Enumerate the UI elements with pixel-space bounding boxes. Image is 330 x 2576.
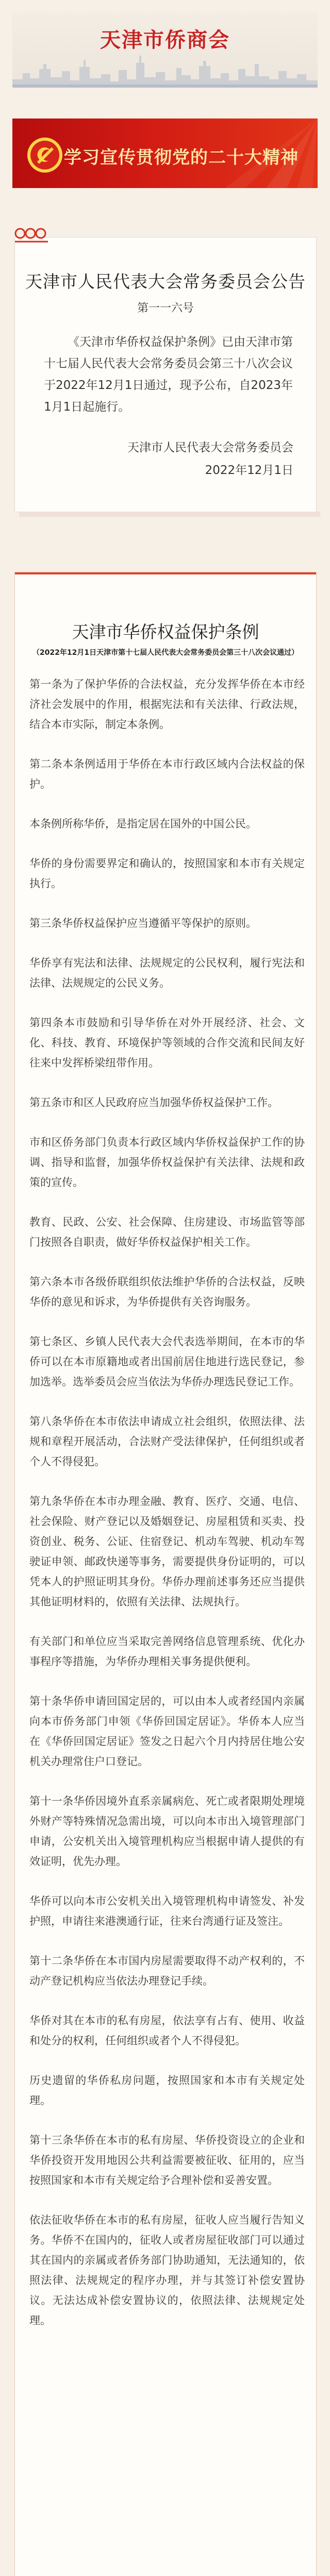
corner-ornament-icon xyxy=(12,226,59,247)
article-paragraph: 第十条华侨申请回国定居的，可以由本人或者经国内亲属向本市侨务部门申领《华侨回国定居证》。华侨本人应当在《华侨回国定居证》签发之日起六个月内持居住地公安机关办理常住户口登记。 xyxy=(29,1695,305,1768)
regulation-title: 天津市华侨权益保护条例 xyxy=(72,622,259,642)
party-banner-title: 学习宣传贯彻党的二十大精神 xyxy=(64,147,299,168)
top-banner xyxy=(12,12,318,88)
article-paragraph: 第五条市和区人民政府应当加强华侨权益保护工作。 xyxy=(29,1096,278,1109)
article-paragraph: 教育、民政、公安、社会保障、住房建设、市场监管等部门按照各自职责，做好华侨权益保护相关工作。 xyxy=(29,1216,305,1248)
article-paragraph: 华侨的身份需要界定和确认的，按照国家和本市有关规定执行。 xyxy=(29,857,305,890)
party-emblem-icon xyxy=(26,136,64,174)
article-paragraph: 依法征收华侨在本市的私有房屋，征收人应当履行告知义务。华侨不在国内的，征收人或者房屋征收部门可以通过其在国内的亲属或者侨务部门协助通知，无法通知的，依照法律、法规规定的程序办理，并与其签订补偿安置协议。无法达成补偿安置协议的，依照法律、法规规定处理。 xyxy=(29,2214,305,2327)
announcement-number: 第一一六号 xyxy=(137,302,194,315)
article-paragraph: 第四条本市鼓励和引导华侨在对外开展经济、社会、文化、科技、教育、环境保护等领域的合作交流和民间友好往来中发挥桥梁纽带作用。 xyxy=(29,1016,305,1069)
party-banner xyxy=(12,118,318,188)
announcement-body: 《天津市华侨权益保护条例》已由天津市第十七届人民代表大会常务委员会第三十八次会议于2022年12月1日通过，现予公布，自2023年1月1日起施行。 xyxy=(44,335,293,414)
article-paragraph: 华侨可以向本市公安机关出入境管理机构申请签发、补发护照，申请往来港澳通行证，往来台湾通行证及签注。 xyxy=(29,1895,305,1927)
article-paragraph: 历史遗留的华侨私房问题，按照国家和本市有关规定处理。 xyxy=(29,2074,305,2107)
announcement-date: 2022年12月1日 xyxy=(205,464,293,477)
article-paragraph: 市和区侨务部门负责本行政区域内华侨权益保护工作的协调、指导和监督，加强华侨权益保护有关法律、法规和政策的宣传。 xyxy=(29,1136,305,1189)
announcement-title: 天津市人民代表大会常务委员会公告 xyxy=(25,272,306,292)
regulation-articles xyxy=(29,674,305,2350)
article-paragraph: 本条例所称华侨，是指定居在国外的中国公民。 xyxy=(29,818,257,830)
regulation-adoption-note: （2022年12月1日天津市第十七届人民代表大会常务委员会第三十八次会议通过） xyxy=(32,649,299,657)
announcement-signature xyxy=(127,436,293,482)
article-paragraph: 第十三条华侨在本市的私有房屋、华侨投资设立的企业和华侨投资开发用地因公共利益需要被征收、征用的，应当按照国家和本市有关规定给予合理补偿和妥善安置。 xyxy=(29,2134,305,2187)
top-banner-title: 天津市侨商会 xyxy=(100,28,230,52)
card-top-border xyxy=(15,572,316,574)
article-paragraph: 第六条本市各级侨联组织依法维护华侨的合法权益，反映华侨的意见和诉求，为华侨提供有关咨询服务。 xyxy=(29,1276,305,1308)
article-paragraph: 第七条区、乡镇人民代表大会代表选举期间，在本市的华侨可以在本市原籍地或者出国前居住地进行选民登记，参加选举。选举委员会应当依法为华侨办理选民登记工作。 xyxy=(29,1335,305,1388)
city-skyline-icon xyxy=(12,48,318,88)
article-paragraph: 第一条为了保护华侨的合法权益，充分发挥华侨在本市经济社会发展中的作用，根据宪法和有关法律、行政法规，结合本市实际，制定本条例。 xyxy=(29,678,305,731)
announcement-card xyxy=(14,237,317,512)
article-paragraph: 第九条华侨在本市办理金融、教育、医疗、交通、电信、社会保险、财产登记以及婚姻登记、房屋租赁和买卖、投资创业、税务、公证、住宿登记、机动车驾驶、机动车驾驶证申领、邮政快递等事务，需要提供身份证明的，可以凭本人的护照证明其身份。华侨办理前述事务还应当提供其他证明材料的，依照有关法律、法规执行。 xyxy=(29,1495,305,1608)
article-paragraph: 华侨享有宪法和法律、法规规定的公民权利，履行宪法和法律、法规规定的公民义务。 xyxy=(29,957,305,989)
article-paragraph: 第二条本条例适用于华侨在本市行政区域内合法权益的保护。 xyxy=(29,758,305,790)
article-paragraph: 第八条华侨在本市依法申请成立社会组织，依照法律、法规和章程开展活动，合法财产受法律保护，任何组织或者个人不得侵犯。 xyxy=(29,1415,305,1468)
article-paragraph: 有关部门和单位应当采取完善网络信息管理系统、优化办事程序等措施，为华侨办理相关事务提供便利。 xyxy=(29,1635,305,1668)
article-paragraph: 华侨对其在本市的私有房屋，依法享有占有、使用、收益和处分的权利，任何组织或者个人不得侵犯。 xyxy=(29,2014,305,2047)
article-paragraph: 第三条华侨权益保护应当遵循平等保护的原则。 xyxy=(29,917,257,929)
card-shadow xyxy=(19,512,320,517)
regulation-card xyxy=(14,572,317,2576)
article-paragraph: 第十二条华侨在本市国内房屋需要取得不动产权利的，不动产登记机构应当依法办理登记手续。 xyxy=(29,1955,305,1987)
article-paragraph: 第十一条华侨因境外直系亲属病危、死亡或者限期处理境外财产等特殊情况急需出境，可以向本市出入境管理部门申请，公安机关出入境管理机构应当根据申请人提供的有效证明，优先办理。 xyxy=(29,1795,305,1868)
announcement-issuer: 天津市人民代表大会常务委员会 xyxy=(127,441,293,454)
